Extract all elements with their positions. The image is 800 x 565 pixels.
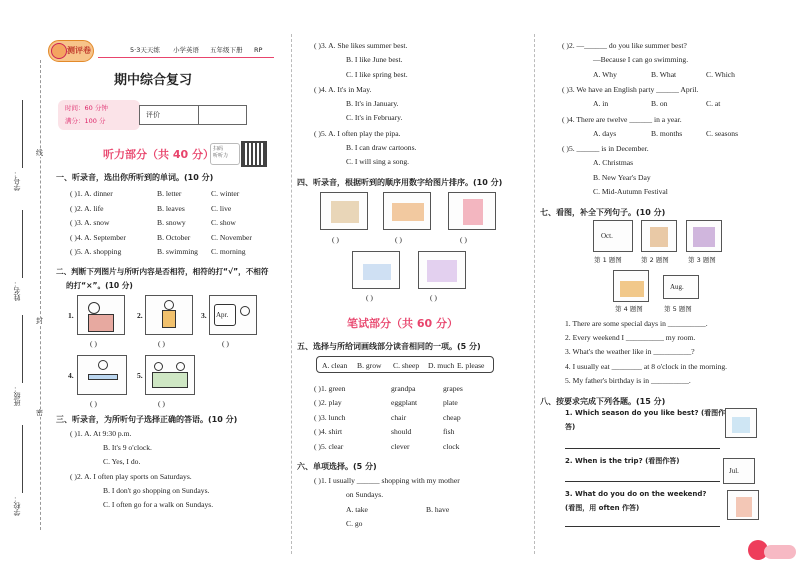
q6-4-b: B. months	[651, 129, 683, 138]
q3-line-5: B. I don't go shopping on Sundays.	[103, 486, 210, 495]
q6-2-a: A. Why	[593, 70, 617, 79]
q2-num-1: 1.	[68, 311, 74, 320]
aug-calendar-label: Aug.	[670, 283, 684, 291]
school-label: 学校：	[13, 495, 21, 516]
q3-line-2: B. It's 9 o'clock.	[103, 443, 152, 452]
q1-row-2-a: ( )2. A. life	[70, 204, 104, 213]
score-label: 满分：100 分	[65, 117, 106, 125]
oct-calendar-label: Oct.	[601, 232, 613, 240]
q5-row-2-a: ( )2. play	[314, 398, 342, 407]
q8-2-answer-line[interactable]	[565, 481, 720, 482]
q2-paren-1: ( )	[90, 339, 97, 348]
column-divider-2	[534, 34, 535, 554]
q4-paren-4: ( )	[366, 293, 373, 302]
q2-num-2: 2.	[137, 311, 143, 320]
q1-title: 一、听录音，选出你所听到的单词。(10 分)	[56, 173, 214, 182]
q3-cont-line-4: ( )4. A. It's in May.	[314, 85, 372, 94]
page-title: 期中综合复习	[114, 73, 193, 88]
q2-picture-2	[145, 295, 193, 335]
q6-5-c: C. Mid-Autumn Festival	[593, 187, 668, 196]
q5-row-4-c: fish	[443, 427, 455, 436]
q7-picture-1	[593, 220, 633, 252]
q3-cont-line-8: B. I can draw cartoons.	[346, 143, 417, 152]
q6-option-a: A. take	[346, 505, 368, 514]
listening-heading: 听力部分（共 40 分）	[103, 148, 214, 161]
q1-row-3-a: ( )3. A. snow	[70, 218, 110, 227]
logo-text: 测评卷	[67, 46, 91, 55]
q2-paren-3: ( )	[222, 339, 229, 348]
time-score-box	[58, 100, 140, 130]
q7-sentence-5: 5. My father's birthday is in __________.	[565, 376, 691, 385]
q8-picture-1	[725, 408, 757, 438]
q8-1-question: 1. Which season do you like best? (看图作	[565, 409, 726, 417]
q1-row-1-c: C. winter	[211, 189, 240, 198]
margin-label-line: 线	[36, 149, 43, 157]
binding-line	[40, 60, 41, 530]
q1-row-5-a: ( )5. A. shopping	[70, 247, 122, 256]
writing-heading: 笔试部分（共 60 分）	[347, 317, 458, 330]
q1-row-3-b: B. snowy	[157, 218, 186, 227]
q5-row-3-b: chair	[391, 413, 407, 422]
q8-title: 八、按要求完成下列各题。(15 分)	[540, 397, 666, 406]
class-label: 班级：	[13, 385, 21, 406]
q6-4-c: C. seasons	[706, 129, 739, 138]
q6-2-b: B. What	[651, 70, 677, 79]
q6-3-b: B. on	[651, 99, 668, 108]
name-field[interactable]	[14, 210, 26, 310]
evaluation-label: 评价	[146, 111, 160, 119]
school-field[interactable]	[14, 425, 26, 525]
q5-row-2-b: eggplant	[391, 398, 418, 407]
q2-title: 二、判断下列图片与所听内容是否相符，相符的打“√”，不相符	[56, 267, 269, 276]
q4-paren-3: ( )	[460, 235, 467, 244]
q4-picture-4	[352, 251, 400, 289]
q6-line-1: ( )1. I usually ______ shopping with my mother	[314, 476, 460, 485]
subject-label: 小学英语	[173, 46, 199, 54]
logo-badge	[48, 40, 94, 62]
margin-label-seal: 封	[36, 317, 43, 325]
q6-4-stem: ( )4. There are twelve ______ in a year.	[562, 115, 682, 124]
q8-picture-2	[723, 458, 755, 484]
apr-calendar-label: Apr.	[216, 311, 229, 319]
column-divider-1	[291, 34, 292, 554]
q4-picture-1	[320, 192, 368, 230]
q5-option-a: A. clean	[322, 361, 348, 370]
q7-caption-5: 第 5 题图	[664, 305, 692, 313]
q6-line-2: on Sundays.	[346, 490, 384, 499]
q3-cont-line-7: ( )5. A. I often play the pipa.	[314, 129, 401, 138]
q5-row-3-c: cheap	[443, 413, 461, 422]
q8-3-question: 3. What do you do on the weekend?	[565, 490, 707, 498]
q6-4-a: A. days	[593, 129, 617, 138]
q5-options-box	[316, 356, 494, 373]
q7-caption-1: 第 1 题图	[594, 256, 622, 264]
q5-title: 五、选择与所给词画线部分读音相同的一项。(5 分)	[297, 342, 481, 351]
evaluation-box[interactable]	[139, 105, 247, 125]
q2-paren-5: ( )	[158, 399, 165, 408]
q7-picture-2	[641, 220, 677, 252]
edition-label: RP	[254, 46, 263, 54]
student-id-field[interactable]	[14, 100, 26, 200]
q1-row-2-b: B. leaves	[157, 204, 185, 213]
scan-label-box	[210, 143, 240, 165]
q7-sentence-4: 4. I usually eat ________ at 8 o'clock in the morning.	[565, 362, 728, 371]
q4-picture-3	[448, 192, 496, 230]
q5-row-1-c: grapes	[443, 384, 463, 393]
grade-label: 五年级下册	[210, 46, 243, 54]
q1-row-3-c: C. show	[211, 218, 236, 227]
q3-cont-line-2: B. I like June best.	[346, 55, 403, 64]
q2-num-5: 5.	[137, 371, 143, 380]
q7-caption-3: 第 3 题图	[688, 256, 716, 264]
q1-row-1-a: ( )1. A. dinner	[70, 189, 113, 198]
q3-line-4: ( )2. A. I often play sports on Saturdays.	[70, 472, 192, 481]
q1-row-1-b: B. letter	[157, 189, 182, 198]
q5-row-1-b: grandpa	[391, 384, 416, 393]
q7-picture-3	[686, 220, 722, 252]
time-label: 时间：60 分钟	[65, 104, 108, 112]
q7-sentence-2: 2. Every weekend I __________ my room.	[565, 333, 696, 342]
q2-picture-3	[209, 295, 257, 335]
q6-3-a: A. in	[593, 99, 609, 108]
q5-option-b: B. grow	[357, 361, 382, 370]
q2-num-4: 4.	[68, 371, 74, 380]
q8-1-question-cont: 答)	[565, 423, 576, 431]
q5-option-d: D. much	[428, 361, 455, 370]
q4-paren-1: ( )	[332, 235, 339, 244]
q4-title: 四、听录音，根据听到的顺序用数字给图片排序。(10 分)	[297, 178, 503, 187]
q1-row-4-c: C. November	[211, 233, 252, 242]
q3-cont-line-5: B. It's in January.	[346, 99, 399, 108]
q6-2-c: C. Which	[706, 70, 735, 79]
series-label: 5·3天天练	[130, 46, 160, 54]
q6-option-b: B. have	[426, 505, 450, 514]
q3-line-3: C. Yes, I do.	[103, 457, 141, 466]
q8-1-answer-line[interactable]	[565, 448, 720, 449]
q5-row-4-b: should	[391, 427, 412, 436]
q4-paren-5: ( )	[430, 293, 437, 302]
q3-cont-line-6: C. It's in February.	[346, 113, 403, 122]
q8-2-question: 2. When is the trip? (看图作答)	[565, 457, 680, 465]
q6-2-line: —Because I can go swimming.	[593, 55, 689, 64]
q1-row-2-c: C. live	[211, 204, 232, 213]
q7-sentence-3: 3. What's the weather like in __________?	[565, 347, 695, 356]
class-field[interactable]	[14, 315, 26, 415]
q2-num-3: 3.	[201, 311, 207, 320]
qr-code-icon[interactable]	[241, 141, 267, 167]
q6-3-stem: ( )3. We have an English party ______ April.	[562, 85, 699, 94]
q5-row-4-a: ( )4. shirt	[314, 427, 343, 436]
q5-row-1-a: ( )1. green	[314, 384, 346, 393]
page-corner-blob	[764, 545, 796, 559]
jul-calendar-label: Jul.	[729, 467, 739, 475]
q5-row-5-a: ( )5. clear	[314, 442, 344, 451]
q7-picture-4	[613, 270, 649, 302]
q6-title: 六、单项选择。(5 分)	[297, 462, 377, 471]
q7-title: 七、看图，补全下列句子。(10 分)	[540, 208, 666, 217]
q6-option-c: C. go	[346, 519, 363, 528]
student-id-label: 学号：	[13, 170, 21, 191]
q1-row-4-a: ( )4. A. September	[70, 233, 126, 242]
q6-5-stem: ( )5. ______ is in December.	[562, 144, 649, 153]
q3-cont-line-3: C. I like spring best.	[346, 70, 408, 79]
q3-line-6: C. I often go for a walk on Sundays.	[103, 500, 214, 509]
q2-picture-4	[77, 355, 127, 395]
q7-sentence-1: 1. There are some special days in __________.	[565, 319, 708, 328]
q4-paren-2: ( )	[395, 235, 402, 244]
scan-label: 扫码 听听力	[213, 146, 229, 159]
q5-row-2-c: plate	[443, 398, 458, 407]
q2-title-cont: 的打“×”。(10 分)	[66, 281, 133, 290]
q8-3-question-cont: (看图，用 often 作答)	[565, 504, 640, 512]
q8-picture-3	[727, 490, 759, 520]
q7-caption-4: 第 4 题图	[615, 305, 643, 313]
q5-row-3-a: ( )3. lunch	[314, 413, 346, 422]
q1-row-4-b: B. October	[157, 233, 191, 242]
q5-row-5-c: clock	[443, 442, 460, 451]
q3-cont-line-1: ( )3. A. She likes summer best.	[314, 41, 408, 50]
name-label: 姓名：	[13, 280, 21, 301]
q6-5-a: A. Christmas	[593, 158, 634, 167]
q2-picture-5	[145, 355, 195, 395]
margin-label-tight: 密	[36, 409, 43, 417]
q6-2-stem: ( )2. —______ do you like summer best?	[562, 41, 687, 50]
q7-caption-2: 第 2 题图	[641, 256, 669, 264]
q6-3-c: C. at	[706, 99, 721, 108]
q7-picture-5	[663, 275, 699, 299]
q6-5-b: B. New Year's Day	[593, 173, 651, 182]
q4-picture-5	[418, 251, 466, 289]
q5-row-5-b: clever	[391, 442, 410, 451]
mascot-icon	[51, 43, 67, 59]
q2-paren-2: ( )	[158, 339, 165, 348]
q2-paren-4: ( )	[90, 399, 97, 408]
q4-picture-2	[383, 192, 431, 230]
q3-cont-line-9: C. I will sing a song.	[346, 157, 410, 166]
q8-3-answer-line[interactable]	[565, 526, 720, 527]
q5-option-e: E. please	[457, 361, 485, 370]
q5-option-c: C. sheep	[393, 361, 420, 370]
q2-picture-1	[77, 295, 125, 335]
q1-row-5-b: B. swimming	[157, 247, 198, 256]
q3-title: 三、听录音，为所听句子选择正确的答语。(10 分)	[56, 415, 238, 424]
q3-line-1: ( )1. A. At 9:30 p.m.	[70, 429, 132, 438]
q1-row-5-c: C. morning	[211, 247, 246, 256]
